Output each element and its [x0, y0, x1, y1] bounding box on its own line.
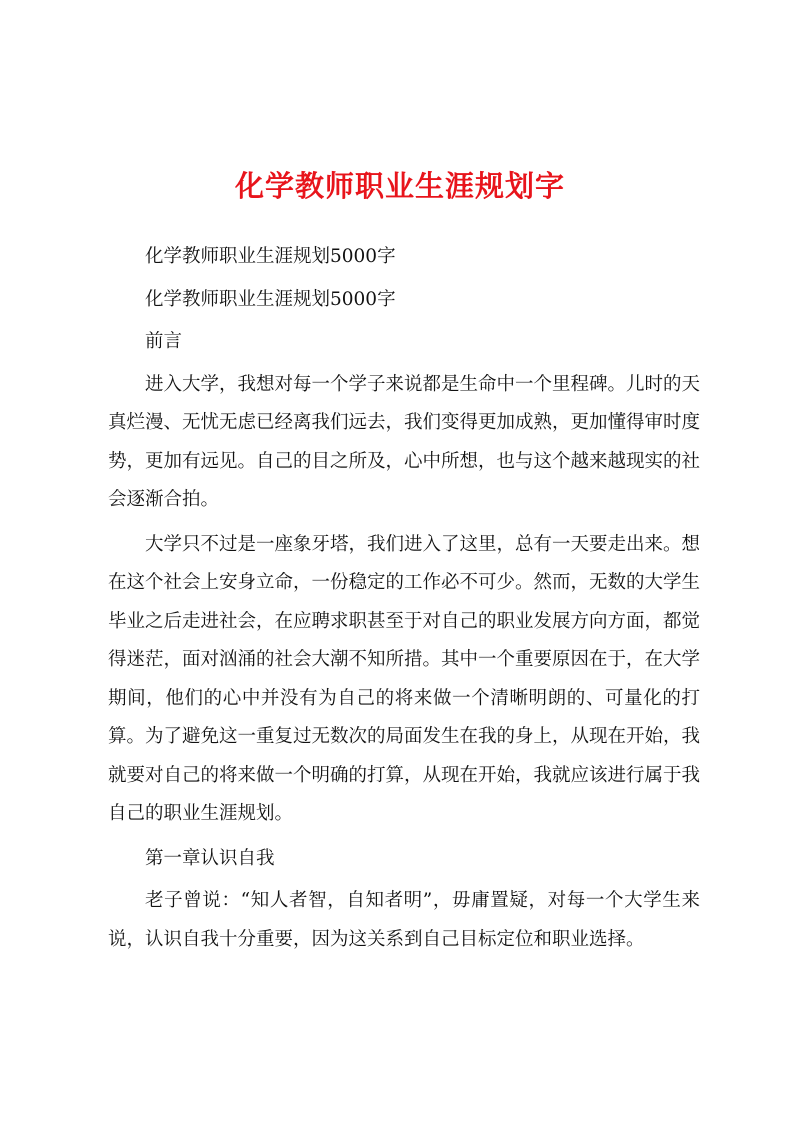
- paragraph-university: 大学只不过是一座象牙塔，我们进入了这里，总有一天要走出来。想在这个社会上安身立命，一份稳定的工作必不可少。然而，无数的大学生毕业之后走进社会，在应聘求职甚至于对自己的职业发展方向方面，都觉得迷茫，面对汹涌的社会大潮不知所措。其中一个重要原因在于，在大学期间，他们的心中并没有为自己的将来做一个清晰明朗的、可量化的打算。为了避免这一重复过无数次的局面发生在我的身上，从现在开始，我就要对自己的将来做一个明确的打算，从现在开始，我就应该进行属于我自己的职业生涯规划。: [108, 533, 701, 824]
- document-title: 化学教师职业生涯规划字: [234, 169, 565, 203]
- section-heading-preface: 前言: [145, 331, 183, 352]
- paragraph-subtitle-1: 化学教师职业生涯规划5000字: [145, 246, 396, 267]
- paragraph-subtitle-2: 化学教师职业生涯规划5000字: [145, 288, 396, 310]
- document-body: [108, 238, 700, 965]
- paragraph-intro: 进入大学，我想对每一个学子来说都是生命中一个里程碑。儿时的天真烂漫、无忧无虑已经离我们远去，我们变得更加成熟，更加懂得审时度势，更加有远见。自己的目之所及，心中所想，也与这个越来越现实的社会逐渐合拍。: [108, 373, 701, 510]
- chapter-heading-1: 第一章认识自我: [145, 847, 275, 869]
- paragraph-laozi-quote: 老子曾说：“知人者智，自知者明”，毋庸置疑，对每一个大学生来说，认识自我十分重要，因为这关系到自己目标定位和职业选择。: [108, 890, 700, 950]
